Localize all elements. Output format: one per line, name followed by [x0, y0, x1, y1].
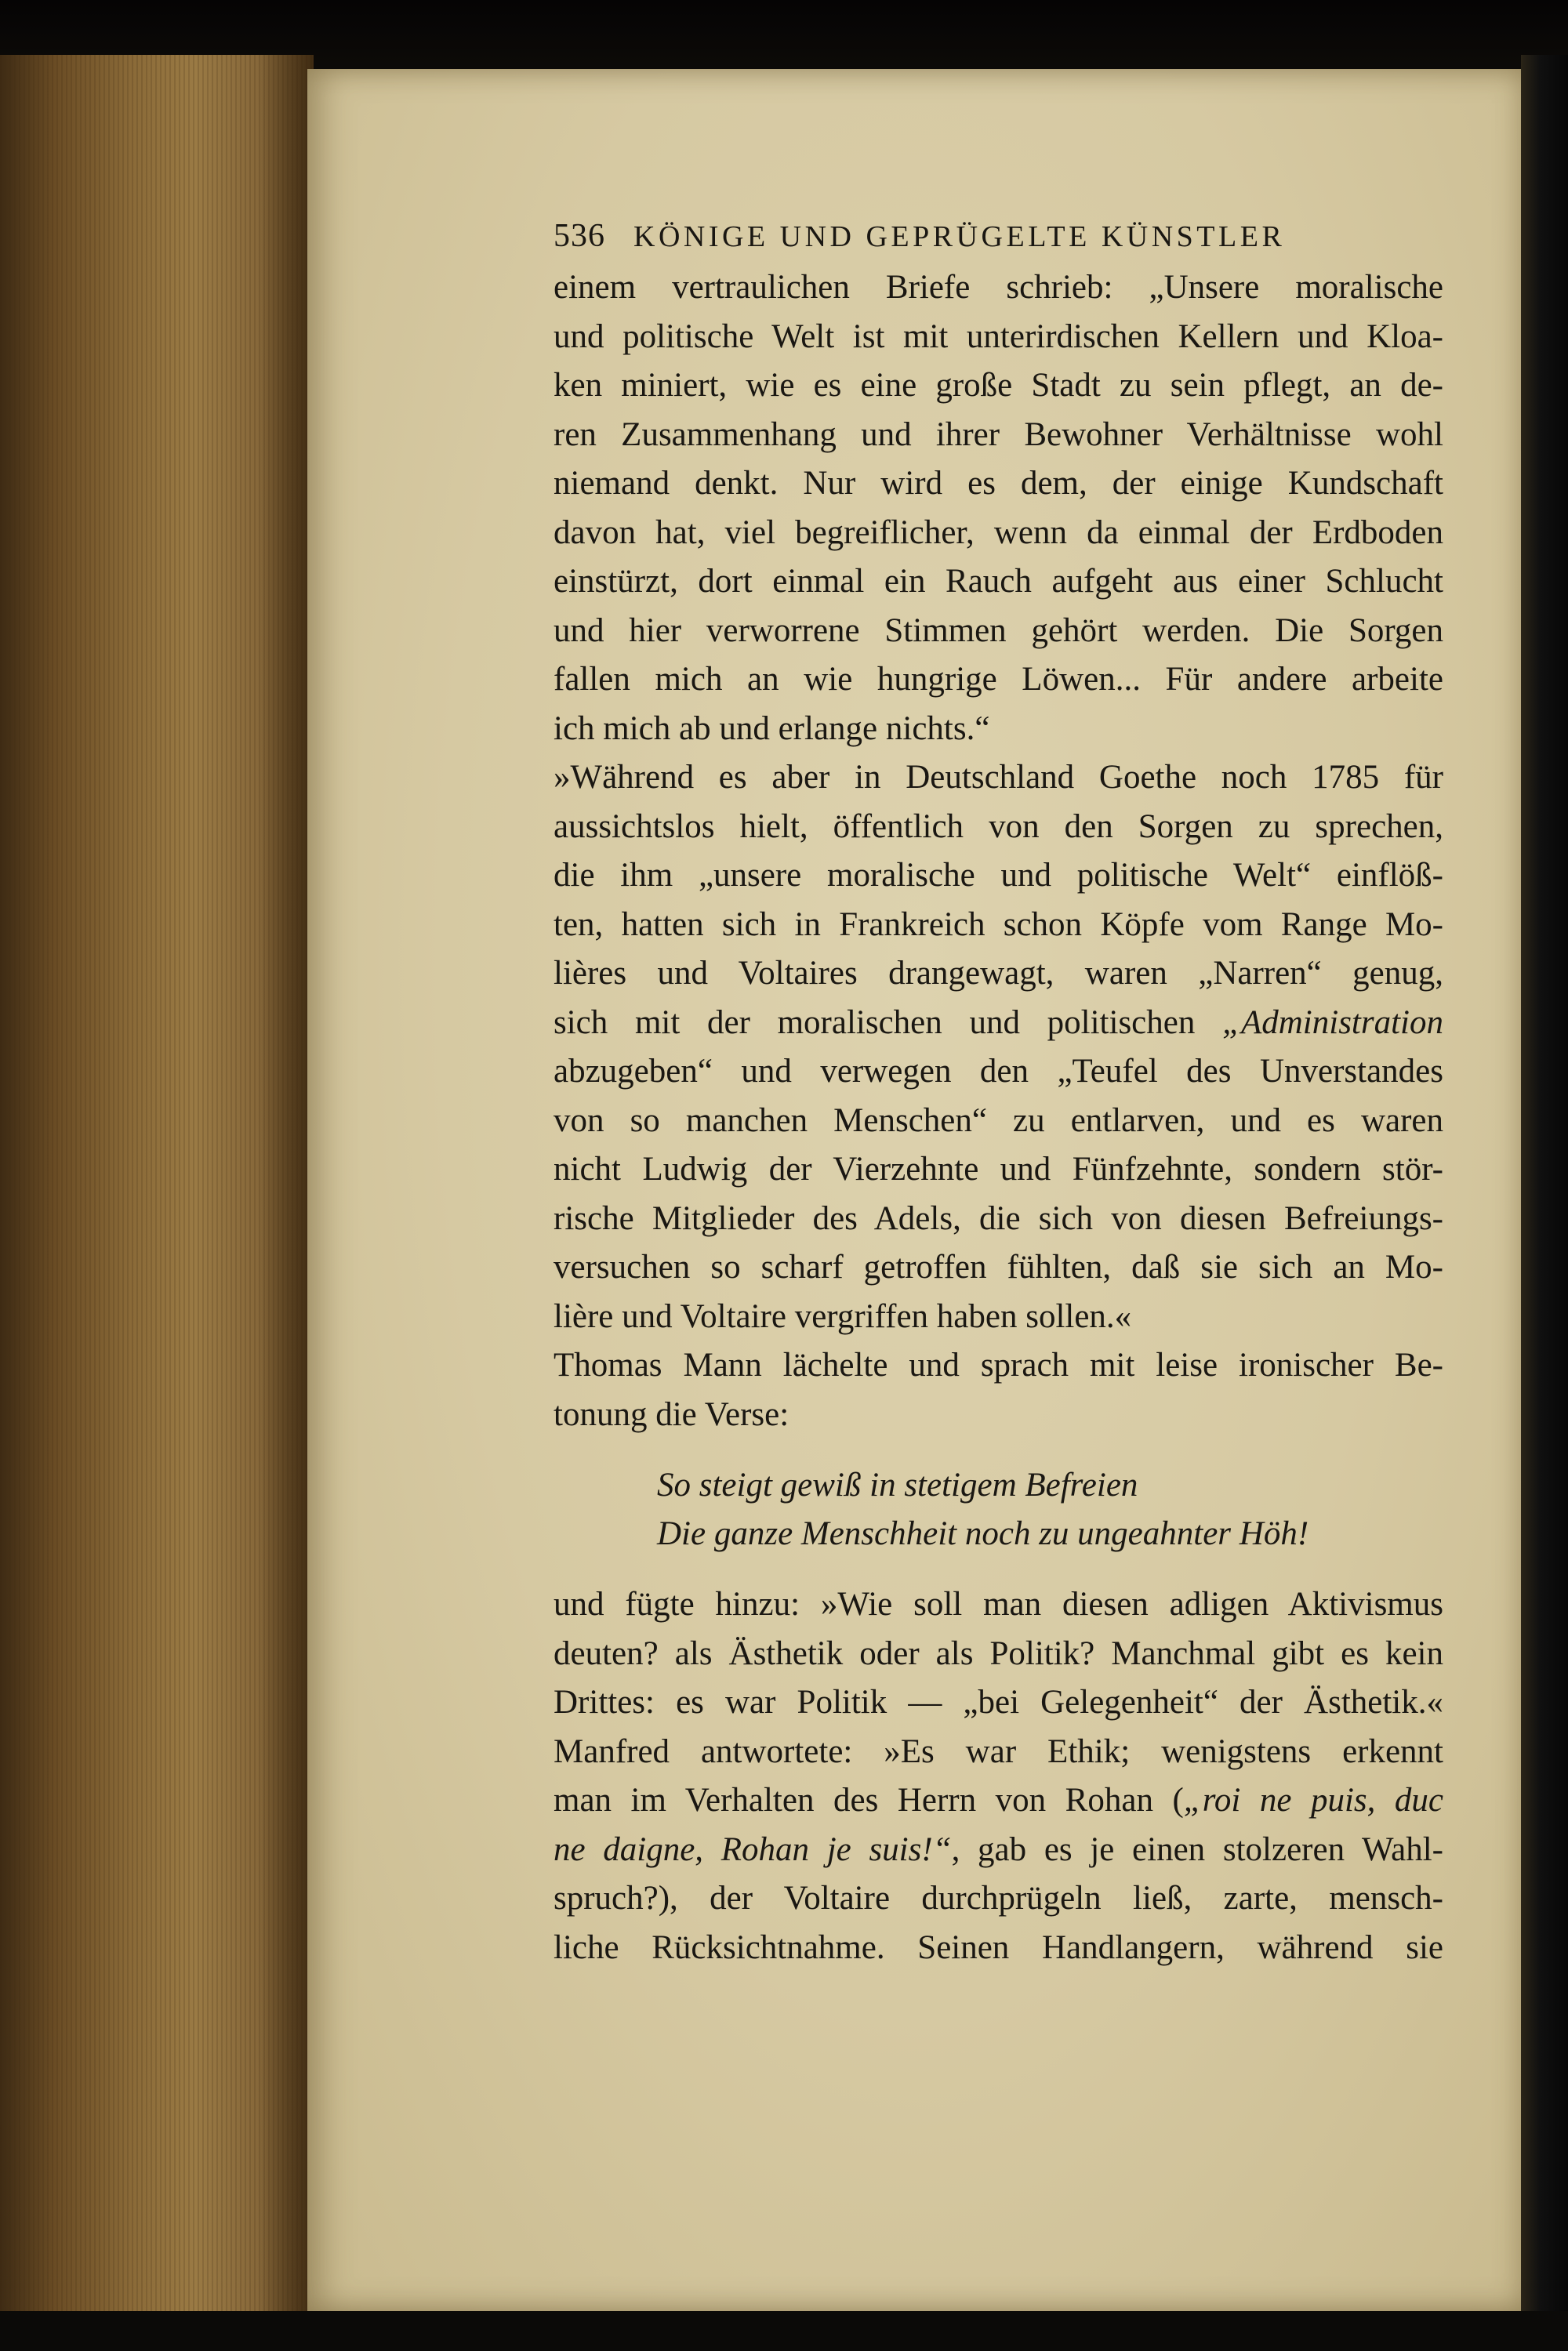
text-line: tonung die Verse: [554, 1395, 789, 1433]
paragraph-letter-quote [554, 263, 1443, 753]
verse-spacing [554, 1558, 1443, 1580]
text-line: nicht Ludwig der Vierzehnte und Fünfzehnte, sondern stör- [554, 1151, 1443, 1188]
page-number: 536 [554, 218, 605, 254]
text-line: abzugeben“ und verwegen den „Teufel des Unverstandes [554, 1053, 1443, 1090]
text-line [554, 1826, 1443, 1875]
text-line: Drittes: es war Politik — „bei Gelegenheit“ der Ästhetik.« [554, 1684, 1443, 1721]
text-line [554, 1776, 1443, 1826]
text-run: , gab es je einen stolzeren Wahl- [951, 1830, 1443, 1868]
text-line: ich mich ab und erlange nichts.“ [554, 709, 990, 747]
verse-line: So steigt gewiß in stetigem Befreien [657, 1467, 1138, 1504]
italic-text-run: „roi ne puis, duc [1183, 1782, 1443, 1819]
text-line: einem vertraulichen Briefe schrieb: „Unsere moralische [554, 269, 1443, 306]
paragraph-thomas-mann [554, 1341, 1443, 1439]
text-line: die ihm „unsere moralische und politische Welt“ einflöß- [554, 857, 1443, 894]
text-line: Manfred antwortete: »Es war Ethik; wenigstens erkennt [554, 1732, 1443, 1770]
italic-text-run: ne daigne, Rohan je suis!“ [554, 1830, 952, 1868]
text-line: liche Rücksichtnahme. Seinen Handlangern, während sie [554, 1928, 1443, 1966]
text-line: von so manchen Menschen“ zu entlarven, und es waren [554, 1101, 1443, 1139]
text-line [554, 999, 1443, 1048]
verse-line: Die ganze Menschheit noch zu ungeahnter Höh! [657, 1515, 1309, 1552]
book-edge-shadow [259, 55, 314, 2351]
scan-background-bottom [0, 2311, 1568, 2351]
text-line: »Während es aber in Deutschland Goethe noch 1785 für [554, 759, 1443, 796]
text-line: fallen mich an wie hungrige Löwen... Für andere arbeite [554, 661, 1443, 698]
text-line: spruch?), der Voltaire durchprügeln ließ, zarte, mensch- [554, 1880, 1443, 1917]
text-line: aussichtslos hielt, öffentlich von den Sorgen zu sprechen, [554, 807, 1443, 845]
page-text [554, 212, 1443, 1972]
text-line: und hier verworrene Stimmen gehört werden. Die Sorgen [554, 611, 1443, 649]
running-head-title: KÖNIGE UND GEPRÜGELTE KÜNSTLER [633, 220, 1286, 253]
text-line: niemand denkt. Nur wird es dem, der einige Kundschaft [554, 465, 1443, 502]
text-line: rische Mitglieder des Adels, die sich von diesen Befreiungs- [554, 1199, 1443, 1237]
text-run: man im Verhalten des Herrn von Rohan ( [554, 1782, 1184, 1819]
text-line: lières und Voltaires drangewagt, waren „Narren“ genug, [554, 955, 1443, 992]
paragraph-rohan [554, 1580, 1443, 1972]
scan-background-right [1521, 55, 1568, 2351]
text-line: davon hat, viel begreiflicher, wenn da einmal der Erdboden [554, 513, 1443, 551]
text-line: versuchen so scharf getroffen fühlten, daß sie sich an Mo- [554, 1249, 1443, 1286]
paragraph-goethe-moliere [554, 753, 1443, 1341]
text-run: sich mit der moralischen und politischen [554, 1003, 1223, 1041]
italic-text-run: „Administration [1222, 1003, 1443, 1041]
text-line: und politische Welt ist mit unterirdischen Kellern und Kloa- [554, 317, 1443, 355]
verse-spacing [554, 1439, 1443, 1461]
text-line: einstürzt, dort einmal ein Rauch aufgeht aus einer Schlucht [554, 563, 1443, 600]
text-line: deuten? als Ästhetik oder als Politik? Manchmal gibt es kein [554, 1634, 1443, 1672]
text-line: ken miniert, wie es eine große Stadt zu sein pflegt, an de- [554, 367, 1443, 404]
text-line: ren Zusammenhang und ihrer Bewohner Verhältnisse wohl [554, 415, 1443, 453]
verse-quotation [554, 1461, 1443, 1558]
text-line: lière und Voltaire vergriffen haben sollen.« [554, 1297, 1132, 1335]
text-line: und fügte hinzu: »Wie soll man diesen adligen Aktivismus [554, 1586, 1443, 1623]
text-line: ten, hatten sich in Frankreich schon Köpfe vom Range Mo- [554, 905, 1443, 943]
text-line: Thomas Mann lächelte und sprach mit leise ironischer Be- [554, 1347, 1443, 1384]
running-head [554, 212, 1443, 260]
